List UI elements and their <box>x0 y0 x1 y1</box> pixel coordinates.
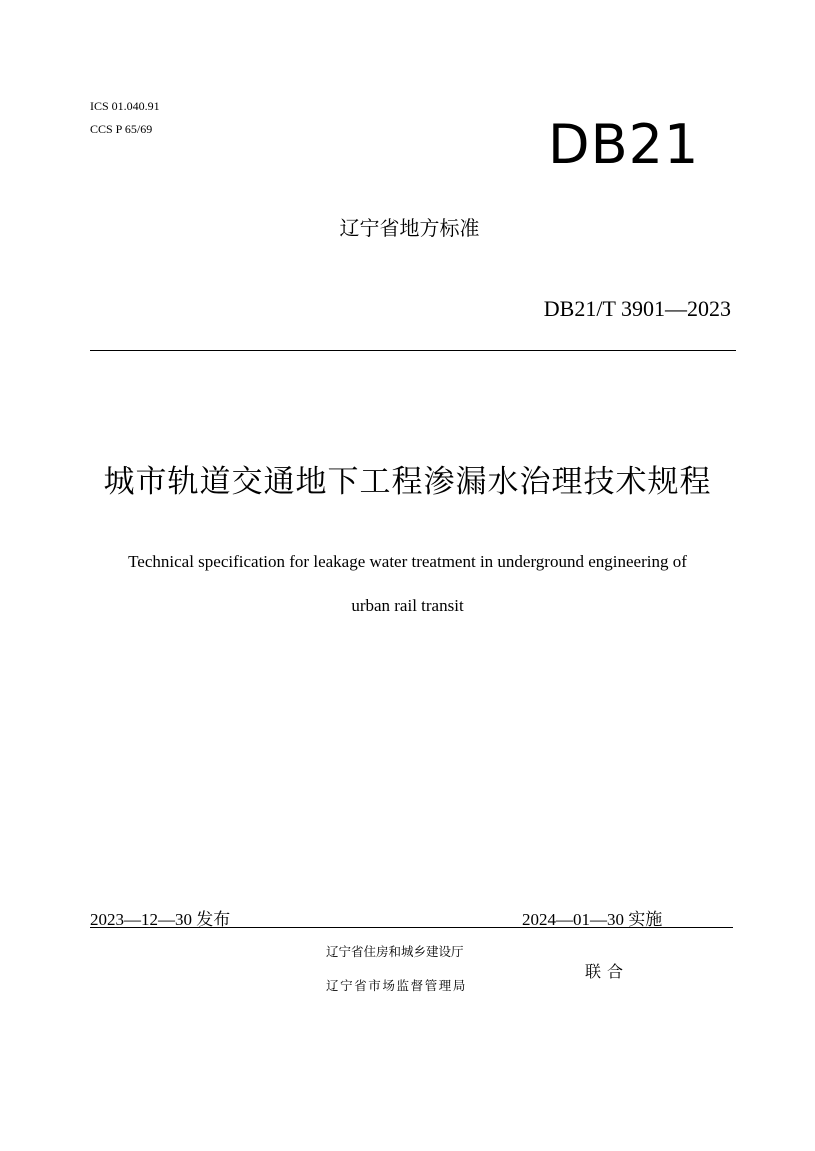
issuing-authority-housing: 辽宁省住房和城乡建设厅 <box>326 944 464 959</box>
header-divider <box>90 350 736 351</box>
implement-label: 实施 <box>628 910 663 930</box>
issuing-authority-market: 辽宁省市场监督管理局 <box>326 978 468 993</box>
implement-date: 2024—01—30 <box>522 910 624 929</box>
ics-code: ICS 01.040.91 <box>90 99 160 113</box>
issue-label: 发布 <box>196 910 231 930</box>
footer-divider <box>90 927 733 928</box>
ccs-code: CCS P 65/69 <box>90 122 153 136</box>
issue-date: 2023—12—30 <box>90 910 192 929</box>
db21-logo: DB21 <box>548 113 700 176</box>
joint-issue-label: 联合 <box>585 962 630 981</box>
standard-number: DB21/T 3901—2023 <box>543 296 731 321</box>
title-english-line1: Technical specification for leakage water treatment in underground engineering of <box>128 552 687 571</box>
title-chinese: 城市轨道交通地下工程渗漏水治理技术规程 <box>103 464 712 499</box>
standard-category: 辽宁省地方标准 <box>339 216 480 240</box>
title-english-line2: urban rail transit <box>351 596 464 615</box>
